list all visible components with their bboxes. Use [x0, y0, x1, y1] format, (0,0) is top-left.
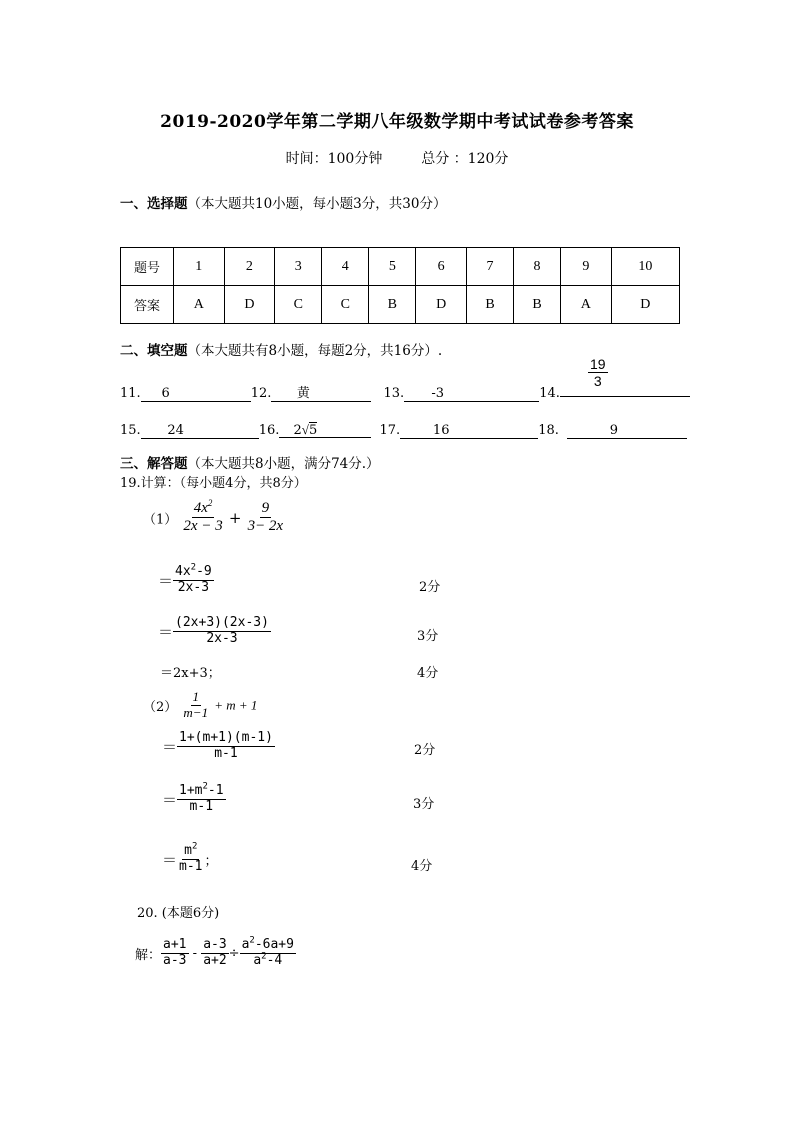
solution-label: 解：: [135, 947, 162, 963]
fraction: [177, 841, 204, 875]
item-number: 12.: [250, 386, 272, 401]
numerator-tail: -6a+9: [254, 937, 294, 952]
question-number: 8: [514, 248, 561, 286]
fraction-denominator: a+2: [203, 952, 227, 968]
fraction-numerator: a+1: [163, 937, 187, 952]
table-row-numbers: [121, 248, 680, 286]
score-3: 3分: [417, 629, 439, 644]
section2-heading: [120, 339, 442, 359]
minus-sign: -: [192, 945, 198, 961]
question-number: 1: [174, 248, 225, 286]
section3-desc: （本大题共8小题，满分74分.）: [187, 456, 380, 472]
answer-cell: A: [561, 286, 612, 324]
answer-blank: [560, 381, 690, 397]
denominator-tail: -4: [266, 952, 283, 968]
radicand: 5: [308, 423, 318, 438]
row-label-question: 题号: [121, 248, 174, 286]
exponent: 2: [191, 841, 198, 852]
part-label: （2）: [143, 699, 178, 715]
numerator-text: 4x: [193, 500, 208, 516]
section2-desc: （本大题共有8小题，每题2分，共16分）.: [187, 343, 443, 359]
fraction-numerator: (2x+3)(2x-3): [175, 615, 269, 630]
answer-blank: [279, 422, 371, 438]
question-number: 2: [224, 248, 275, 286]
numerator-tail: -9: [196, 564, 212, 579]
answer-cell: B: [369, 286, 416, 324]
fraction-numerator: 1: [192, 689, 199, 704]
item-number: 17.: [379, 423, 401, 438]
equals-sign: ＝: [158, 622, 174, 641]
answer-blank: [271, 386, 371, 402]
q19-part2-step1: [162, 731, 275, 762]
numerator-text: 4x: [175, 564, 191, 579]
section3-heading: [120, 452, 380, 472]
numerator-tail: -1: [207, 783, 224, 798]
denominator-text: a: [253, 952, 262, 968]
fraction: [177, 781, 226, 815]
fraction: [246, 500, 286, 536]
exponent: 2: [190, 562, 197, 573]
item-number: 14.: [539, 386, 560, 401]
fill-row-2: [120, 422, 687, 439]
fraction: [177, 731, 275, 762]
fraction-denominator: 3: [593, 373, 602, 390]
question-number: 10: [611, 248, 679, 286]
fraction: [588, 356, 608, 389]
score-4: 4分: [417, 666, 439, 681]
numerator-text: 1+m: [179, 783, 203, 798]
question-number: 7: [466, 248, 513, 286]
fraction-numerator: [240, 935, 296, 954]
blank-answer: 6: [161, 386, 170, 401]
section1-desc: （本大题共10小题，每小题3分，共30分）: [187, 196, 447, 212]
answer-blank: [400, 423, 538, 439]
q19-part1-expression: [143, 500, 285, 536]
q20-heading: 20. (本题6分): [137, 906, 220, 921]
equals-sign: ＝: [162, 790, 178, 809]
blank-answer: 9: [609, 423, 619, 438]
question-number: 5: [369, 248, 416, 286]
q19-part1-step3: ＝2x+3；: [160, 666, 221, 681]
score-2: 2分: [419, 580, 441, 595]
q20-expression: [135, 935, 296, 969]
answer-cell: B: [466, 286, 513, 324]
fraction-numerator: a-3: [203, 937, 227, 952]
blank-answer: 24: [167, 423, 184, 438]
fraction-numerator: 1+(m+1)(m-1): [179, 730, 273, 745]
item-number: 16.: [258, 423, 280, 438]
fraction-denominator: 2x-3: [177, 579, 210, 595]
answer-blank: [141, 423, 259, 439]
numerator-text: m: [184, 843, 192, 858]
expression-tail: + m + 1: [214, 697, 258, 713]
q19-part2-expression: [143, 690, 257, 721]
section1-title: 一、选择题: [120, 196, 188, 212]
semicolon: ；: [204, 853, 218, 869]
answer-cell: D: [611, 286, 679, 324]
q19-part2-step2: [162, 781, 226, 815]
fraction-numerator: 9: [260, 500, 272, 518]
blank-answer: 16: [432, 423, 450, 438]
row-label-answer: 答案: [121, 286, 174, 324]
fraction: [173, 562, 214, 596]
item-number: 11.: [120, 386, 141, 401]
fraction-denominator: m-1: [179, 858, 203, 874]
fraction: [240, 935, 296, 969]
answer-cell: A: [174, 286, 225, 324]
q19-part1-step1: [158, 562, 214, 596]
answer-blank: [141, 386, 251, 402]
q19-part2-step3: [162, 841, 218, 875]
exponent: 2: [207, 498, 213, 508]
divide-sign: ÷: [228, 945, 240, 961]
section3-title: 三、解答题: [120, 456, 188, 472]
exam-time: 时间：100分钟: [285, 151, 383, 167]
question-number: 3: [275, 248, 322, 286]
item-number: 13.: [383, 386, 405, 401]
answer-cell: B: [514, 286, 561, 324]
exponent: 2: [249, 935, 255, 946]
question-number: 9: [561, 248, 612, 286]
part-label: （1）: [143, 512, 178, 528]
fraction-denominator: m−1: [183, 704, 209, 720]
section2-title: 二、填空题: [120, 343, 188, 359]
fraction-numerator: 19: [590, 356, 606, 372]
fraction-denominator: 3− 2x: [247, 518, 284, 535]
fraction-denominator: a-3: [163, 952, 187, 968]
answer-cell: D: [224, 286, 275, 324]
blank-answer: -3: [431, 386, 445, 401]
item-number: 15.: [120, 423, 141, 438]
exponent: 2: [261, 951, 267, 962]
q19-heading: 19.计算：（每小题4分，共8分）: [120, 476, 307, 491]
choice-answer-table: [120, 247, 680, 324]
fraction: [181, 500, 224, 536]
exam-info: [0, 148, 794, 168]
fraction-answer-14: [588, 356, 608, 389]
plus-sign: +: [228, 508, 242, 527]
question-number: 6: [416, 248, 467, 286]
sqrt-icon: √: [301, 422, 309, 437]
fraction-numerator: [177, 781, 226, 800]
question-number: 4: [322, 248, 369, 286]
score-2: 2分: [414, 743, 436, 758]
answer-cell: C: [322, 286, 369, 324]
fraction: [173, 616, 271, 647]
radical-coefficient: 2: [293, 423, 302, 438]
exponent: 2: [202, 781, 208, 792]
fraction-numerator: [192, 500, 215, 518]
section1-heading: [120, 192, 446, 212]
q19-part1-step2: [158, 616, 271, 647]
answer-cell: D: [416, 286, 467, 324]
fraction-numerator: [182, 841, 199, 860]
blank-answer: 黄: [296, 386, 310, 401]
radical-answer: [294, 423, 318, 438]
score-3: 3分: [413, 797, 435, 812]
fraction: [161, 938, 188, 969]
fraction-denominator: [251, 951, 284, 969]
fraction-denominator: m-1: [189, 798, 214, 814]
fraction: [181, 690, 210, 721]
fraction-numerator: [173, 562, 214, 581]
fraction: [201, 938, 228, 969]
equals-sign: ＝: [162, 850, 178, 869]
answer-blank: [567, 423, 687, 439]
fraction-denominator: 2x-3: [206, 630, 238, 646]
equals-sign: ＝: [158, 571, 174, 590]
score-4: 4分: [411, 859, 433, 874]
page-title: 2019-2020学年第二学期八年级数学期中考试试卷参考答案: [160, 112, 634, 132]
numerator-text: a: [241, 937, 250, 952]
answer-cell: C: [275, 286, 322, 324]
fraction-denominator: 2x − 3: [183, 518, 223, 535]
fraction-denominator: m-1: [214, 745, 238, 761]
equals-sign: ＝: [162, 737, 178, 756]
exam-total: 总分 ：120分: [421, 151, 509, 167]
item-number: 18.: [538, 423, 559, 438]
table-row-answers: [121, 286, 680, 324]
answer-blank: [404, 386, 539, 402]
